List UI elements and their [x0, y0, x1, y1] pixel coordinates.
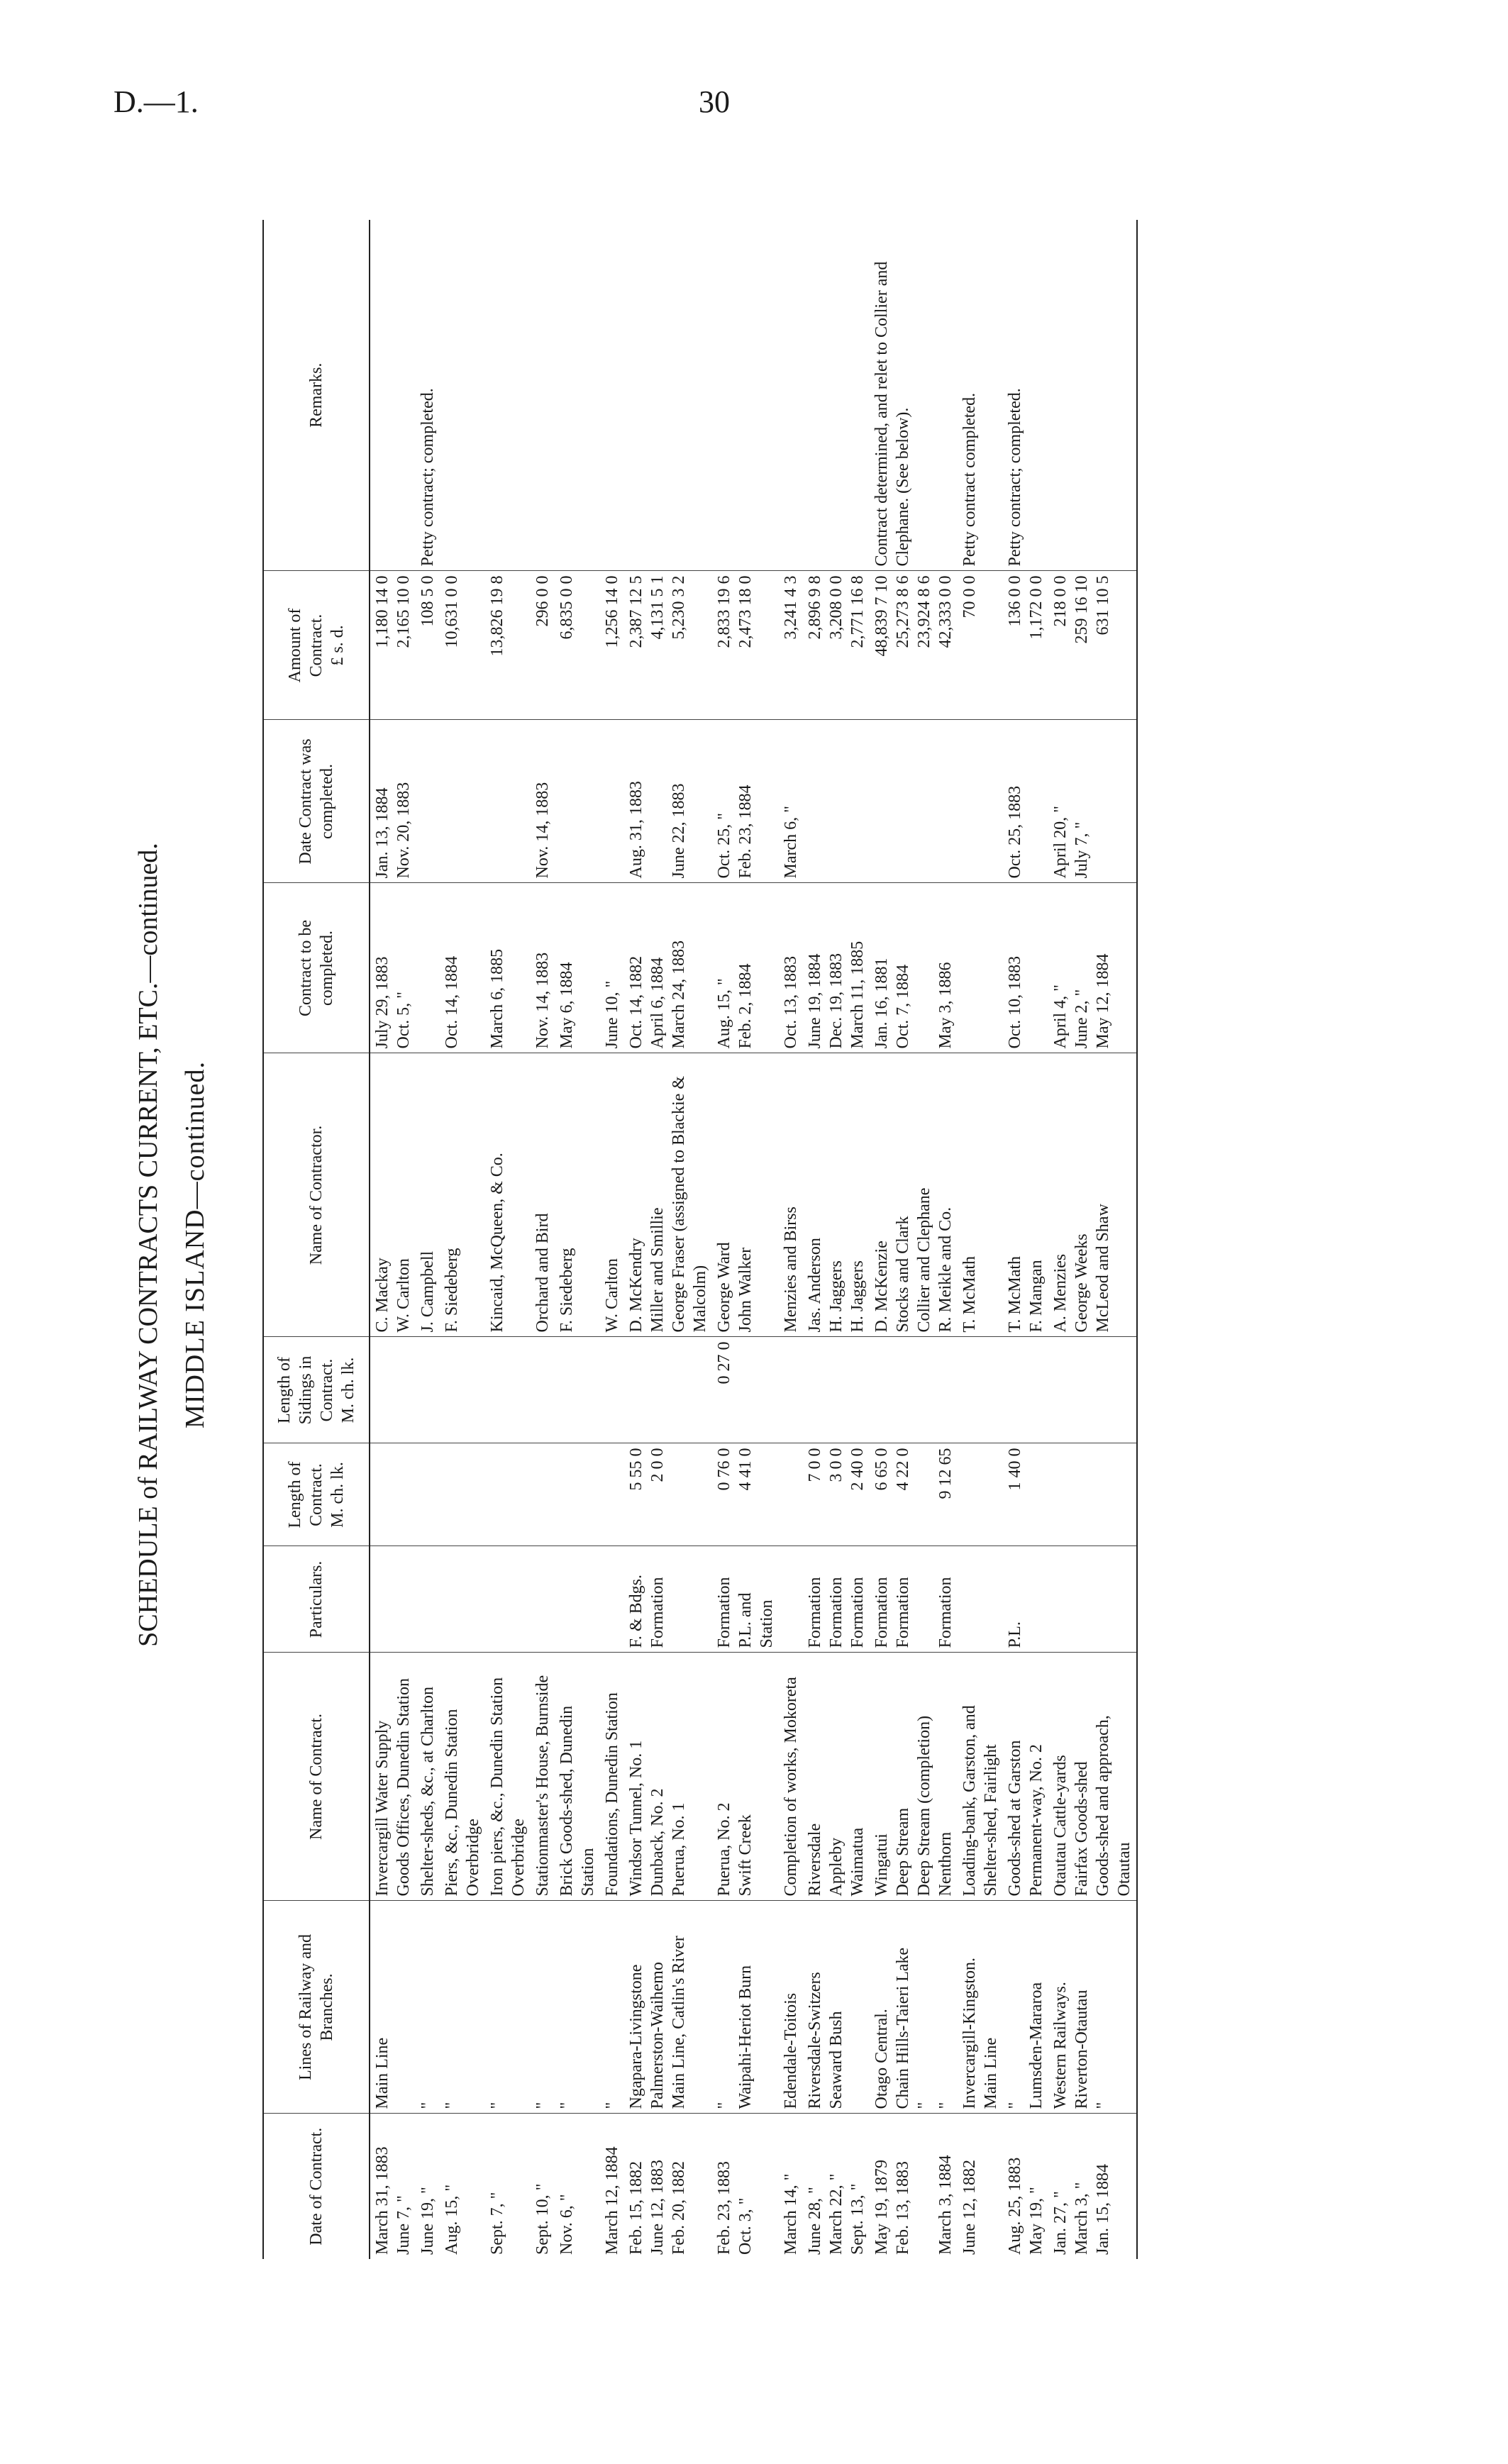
cell-sidings	[958, 1337, 1003, 1443]
cell-completed: Oct. 25, 1883	[1003, 720, 1048, 883]
cell-line: Main Line	[370, 1901, 416, 2114]
cell-completed	[416, 720, 440, 883]
cell-remarks: Contract determined, and relet to Collier and Clephane. (See below).	[870, 220, 958, 571]
cell-contract-name: Brick Goods-shed, Dunedin Station	[555, 1653, 600, 1901]
cell-length	[485, 1443, 531, 1546]
cell-completed	[555, 720, 600, 883]
cell-sidings	[416, 1337, 440, 1443]
table-row	[624, 220, 712, 2259]
cell-particulars	[779, 1546, 803, 1653]
cell-length: 0 76 0 4 41 0	[712, 1443, 779, 1546]
cell-remarks	[555, 220, 600, 571]
cell-remarks: Petty contract completed.	[958, 220, 1003, 571]
cell-particulars	[485, 1546, 531, 1653]
cell-contractor: T. McMath F. Mangan	[1003, 1053, 1048, 1337]
cell-to-complete: Aug. 15, " Feb. 2, 1884	[712, 883, 779, 1053]
cell-contractor: Kincaid, McQueen, & Co.	[485, 1053, 531, 1337]
cell-date: Sept. 7, "	[488, 2192, 506, 2255]
cell-length	[600, 1443, 624, 1546]
column-header-particulars: Particulars.	[263, 1546, 370, 1653]
column-header-sidings: Length of Sidings in Contract. M. ch. lk.	[263, 1337, 370, 1443]
cell-to-complete: Oct. 14, 1884	[440, 883, 485, 1053]
cell-particulars	[440, 1546, 485, 1653]
cell-amount: 70 0 0	[958, 571, 1003, 720]
cell-sidings: 0 27 0	[712, 1337, 779, 1443]
cell-to-complete: May 6, 1884	[555, 883, 600, 1053]
column-header-contract-name: Name of Contract.	[263, 1653, 370, 1901]
cell-particulars	[555, 1546, 600, 1653]
cell-to-complete: Oct. 10, 1883	[1003, 883, 1048, 1053]
cell-to-complete: Nov. 14, 1883	[531, 883, 555, 1053]
cell-to-complete: Oct. 14, 1882 April 6, 1884 March 24, 1883	[624, 883, 712, 1053]
cell-completed	[958, 720, 1003, 883]
table-row	[958, 220, 1003, 2259]
cell-date: Jan. 27, " March 3, " Jan. 15, 1884	[1048, 2114, 1137, 2259]
table-row	[779, 220, 803, 2259]
cell-amount: 2,387 12 5 4,131 5 1 5,230 3 2	[624, 571, 712, 720]
column-header-line: Lines of Railway and Branches.	[263, 1901, 370, 2114]
cell-completed: Nov. 14, 1883	[531, 720, 555, 883]
cell-line: "	[531, 1901, 555, 2114]
cell-line: Invercargill-Kingston. Main Line	[958, 1901, 1003, 2114]
cell-sidings	[440, 1337, 485, 1443]
cell-completed	[440, 720, 485, 883]
cell-sidings	[555, 1337, 600, 1443]
cell-date: Feb. 15, 1882 June 12, 1883 Feb. 20, 1882	[627, 2160, 688, 2255]
cell-line: Riversdale-Switzers Seaward Bush	[803, 1901, 870, 2114]
cell-date: June 19, "	[418, 2187, 437, 2255]
cell-completed: Aug. 31, 1883 June 22, 1883	[624, 720, 712, 883]
cell-remarks	[624, 220, 712, 571]
cell-length: 7 0 0 3 0 0 2 40 0	[803, 1443, 870, 1546]
table-row	[600, 220, 624, 2259]
cell-line: "	[416, 1901, 440, 2114]
cell-to-complete	[416, 883, 440, 1053]
schedule-subtitle: MIDDLE ISLAND—continued.	[180, 1061, 210, 1428]
cell-amount: 13,826 19 8	[485, 571, 531, 720]
cell-sidings	[600, 1337, 624, 1443]
cell-to-complete: June 19, 1884 Dec. 19, 1883 March 11, 1885	[803, 883, 870, 1053]
cell-to-complete: April 4, " June 2, " May 12, 1884	[1048, 883, 1137, 1053]
cell-length: 1 40 0	[1003, 1443, 1048, 1546]
cell-to-complete: Jan. 16, 1881 Oct. 7, 1884 May 3, 1886	[870, 883, 958, 1053]
cell-completed: April 20, " July 7, "	[1048, 720, 1137, 883]
cell-remarks	[370, 220, 416, 571]
table-row	[440, 220, 485, 2259]
cell-completed: Jan. 13, 1884 Nov. 20, 1883	[370, 720, 416, 883]
cell-particulars	[600, 1546, 624, 1653]
cell-amount: 48,839 7 10 25,273 8 6 23,924 8 6 42,333 0 0	[870, 571, 958, 720]
cell-length	[370, 1443, 416, 1546]
cell-line: Otago Central. Chain Hills-Taieri Lake " "	[870, 1901, 958, 2114]
cell-particulars	[370, 1546, 416, 1653]
cell-completed	[870, 720, 958, 883]
cell-contractor: T. McMath	[958, 1053, 1003, 1337]
cell-contractor: Jas. Anderson H. Jaggers H. Jaggers	[803, 1053, 870, 1337]
cell-length	[416, 1443, 440, 1546]
cell-contract-name: Wingatui Deep Stream Deep Stream (completion) Nenthorn	[870, 1653, 958, 1901]
table-row	[555, 220, 600, 2259]
cell-date: Aug. 25, 1883 May 19, "	[1006, 2157, 1046, 2255]
cell-amount: 6,835 0 0	[555, 571, 600, 720]
cell-contractor: W. Carlton	[600, 1053, 624, 1337]
cell-contract-name: Iron piers, &c., Dunedin Station Overbridge	[485, 1653, 531, 1901]
cell-remarks	[779, 220, 803, 571]
cell-to-complete: June 10, "	[600, 883, 624, 1053]
column-header-date: Date of Contract.	[263, 2114, 370, 2259]
cell-particulars	[416, 1546, 440, 1653]
cell-date: June 12, 1882	[960, 2160, 979, 2255]
cell-amount: 296 0 0	[531, 571, 555, 720]
cell-contractor: Menzies and Birss	[779, 1053, 803, 1337]
cell-amount: 2,896 9 8 3,208 0 0 2,771 16 8	[803, 571, 870, 720]
cell-date: Aug. 15, "	[443, 2184, 461, 2255]
cell-contractor: Orchard and Bird	[531, 1053, 555, 1337]
table-header-row	[263, 220, 370, 2259]
cell-date: March 31, 1883 June 7, "	[373, 2146, 413, 2255]
cell-length: 5 55 0 2 0 0	[624, 1443, 712, 1546]
column-header-length: Length of Contract. M. ch. lk.	[263, 1443, 370, 1546]
cell-date: Sept. 10, "	[533, 2183, 552, 2255]
cell-contract-name: Riversdale Appleby Waimatua	[803, 1653, 870, 1901]
rotated-schedule-sheet	[103, 192, 1387, 2298]
cell-amount: 136 0 0 1,172 0 0	[1003, 571, 1048, 720]
cell-completed	[803, 720, 870, 883]
cell-amount: 108 5 0	[416, 571, 440, 720]
cell-amount: 2,833 19 6 2,473 18 0	[712, 571, 779, 720]
cell-contract-name: Goods-shed at Garston Permanent-way, No. 2	[1003, 1653, 1048, 1901]
cell-sidings	[624, 1337, 712, 1443]
cell-remarks	[712, 220, 779, 571]
cell-completed	[600, 720, 624, 883]
cell-contract-name: Piers, &c., Dunedin Station Overbridge	[440, 1653, 485, 1901]
cell-remarks	[440, 220, 485, 571]
cell-contract-name: Foundations, Dunedin Station	[600, 1653, 624, 1901]
table-row	[531, 220, 555, 2259]
cell-length	[531, 1443, 555, 1546]
cell-amount: 218 0 0 259 16 10 631 10 5	[1048, 571, 1137, 720]
cell-contract-name: Loading-bank, Garston, and Shelter-shed, Fairlight	[958, 1653, 1003, 1901]
cell-sidings	[870, 1337, 958, 1443]
cell-particulars: F. & Bdgs. Formation	[624, 1546, 712, 1653]
table-row	[370, 220, 416, 2259]
cell-line: Edendale-Toitois	[779, 1901, 803, 2114]
cell-contract-name: Completion of works, Mokoreta	[779, 1653, 803, 1901]
cell-sidings	[531, 1337, 555, 1443]
table-row	[1048, 220, 1137, 2259]
page-number: 30	[699, 84, 730, 119]
cell-line: "	[600, 1901, 624, 2114]
cell-length	[440, 1443, 485, 1546]
cell-date: May 19, 1879 Feb. 13, 1883 March 3, 1884	[872, 2155, 955, 2255]
cell-amount: 1,256 14 0	[600, 571, 624, 720]
cell-particulars	[1048, 1546, 1137, 1653]
cell-length	[555, 1443, 600, 1546]
cell-contractor: D. McKenzie Stocks and Clark Collier and Clephane R. Meikle and Co.	[870, 1053, 958, 1337]
table-body	[370, 220, 1137, 2259]
cell-remarks	[531, 220, 555, 571]
cell-contractor: George Ward John Walker	[712, 1053, 779, 1337]
table-row	[712, 220, 779, 2259]
cell-contractor: A. Menzies George Weeks McLeod and Shaw	[1048, 1053, 1137, 1337]
cell-particulars: P.L.	[1003, 1546, 1048, 1653]
cell-date: Nov. 6, "	[558, 2194, 576, 2255]
cell-length: 6 65 0 4 22 0 9 12 65	[870, 1443, 958, 1546]
cell-sidings	[485, 1337, 531, 1443]
cell-particulars	[531, 1546, 555, 1653]
column-header-remarks: Remarks.	[263, 220, 370, 571]
cell-completed	[485, 720, 531, 883]
cell-sidings	[1048, 1337, 1137, 1443]
cell-amount: 3,241 4 3	[779, 571, 803, 720]
cell-completed: Oct. 25, " Feb. 23, 1884	[712, 720, 779, 883]
cell-particulars: Formation P.L. and Station	[712, 1546, 779, 1653]
cell-contractor: F. Siedeberg	[440, 1053, 485, 1337]
table-row	[485, 220, 531, 2259]
cell-line: " Lumsden-Mararoa	[1003, 1901, 1048, 2114]
cell-sidings	[370, 1337, 416, 1443]
cell-to-complete: Oct. 13, 1883	[779, 883, 803, 1053]
cell-line: "	[440, 1901, 485, 2114]
cell-particulars: Formation Formation Formation	[870, 1546, 958, 1653]
cell-contractor: J. Campbell	[416, 1053, 440, 1337]
table-row	[870, 220, 958, 2259]
column-header-completed: Date Contract was completed.	[263, 720, 370, 883]
cell-date: June 28, " March 22, " Sept. 13, "	[806, 2173, 867, 2255]
column-header-amount: Amount of Contract. £ s. d.	[263, 571, 370, 720]
table-row	[416, 220, 440, 2259]
cell-contract-name: Shelter-sheds, &c., at Charlton	[416, 1653, 440, 1901]
cell-remarks	[803, 220, 870, 571]
cell-date: March 14, "	[782, 2173, 800, 2255]
column-header-to-complete: Contract to be completed.	[263, 883, 370, 1053]
cell-amount: 10,631 0 0	[440, 571, 485, 720]
cell-line: "	[485, 1901, 531, 2114]
cell-date: March 12, 1884	[603, 2146, 621, 2255]
cell-line: Western Railways. Riverton-Otautau "	[1048, 1901, 1137, 2114]
cell-remarks	[485, 220, 531, 571]
cell-length	[779, 1443, 803, 1546]
cell-contract-name: Otautau Cattle-yards Fairfax Goods-shed Goods-shed and approach, Otautau	[1048, 1653, 1137, 1901]
cell-remarks	[1048, 220, 1137, 571]
cell-remarks	[600, 220, 624, 571]
table-row	[1003, 220, 1048, 2259]
schedule-title: SCHEDULE of RAILWAY CONTRACTS CURRENT, ETC.—continued.	[133, 843, 163, 1647]
table-row	[803, 220, 870, 2259]
cell-particulars: Formation Formation Formation	[803, 1546, 870, 1653]
cell-line: Ngapara-Livingstone Palmerston-Waihemo Main Line, Catlin's River	[624, 1901, 712, 2114]
cell-contract-name: Invercargill Water Supply Goods Offices, Dunedin Station	[370, 1653, 416, 1901]
cell-remarks: Petty contract; completed.	[1003, 220, 1048, 571]
cell-contractor: D. McKendry Miller and Smillie George Fraser (assigned to Blackie & Malcolm)	[624, 1053, 712, 1337]
cell-contract-name: Puerua, No. 2 Swift Creek	[712, 1653, 779, 1901]
cell-sidings	[1003, 1337, 1048, 1443]
column-header-contractor: Name of Contractor.	[263, 1053, 370, 1337]
contracts-table	[262, 220, 1138, 2259]
cell-line: "	[555, 1901, 600, 2114]
cell-remarks: Petty contract; completed.	[416, 220, 440, 571]
cell-contract-name: Stationmaster's House, Burnside	[531, 1653, 555, 1901]
cell-particulars	[958, 1546, 1003, 1653]
document-reference: D.—1.	[113, 84, 199, 119]
cell-sidings	[803, 1337, 870, 1443]
cell-contractor: F. Siedeberg	[555, 1053, 600, 1337]
cell-contract-name: Windsor Tunnel, No. 1 Dunback, No. 2 Puerua, No. 1	[624, 1653, 712, 1901]
cell-length	[1048, 1443, 1137, 1546]
cell-completed: March 6, "	[779, 720, 803, 883]
cell-date: Feb. 23, 1883 Oct. 3, "	[715, 2161, 755, 2255]
cell-contractor: C. Mackay W. Carlton	[370, 1053, 416, 1337]
cell-to-complete	[958, 883, 1003, 1053]
cell-to-complete: March 6, 1885	[485, 883, 531, 1053]
cell-amount: 1,180 14 0 2,165 10 0	[370, 571, 416, 720]
cell-sidings	[779, 1337, 803, 1443]
cell-length	[958, 1443, 1003, 1546]
cell-to-complete: July 29, 1883 Oct. 5, "	[370, 883, 416, 1053]
cell-line: " Waipahi-Heriot Burn	[712, 1901, 779, 2114]
